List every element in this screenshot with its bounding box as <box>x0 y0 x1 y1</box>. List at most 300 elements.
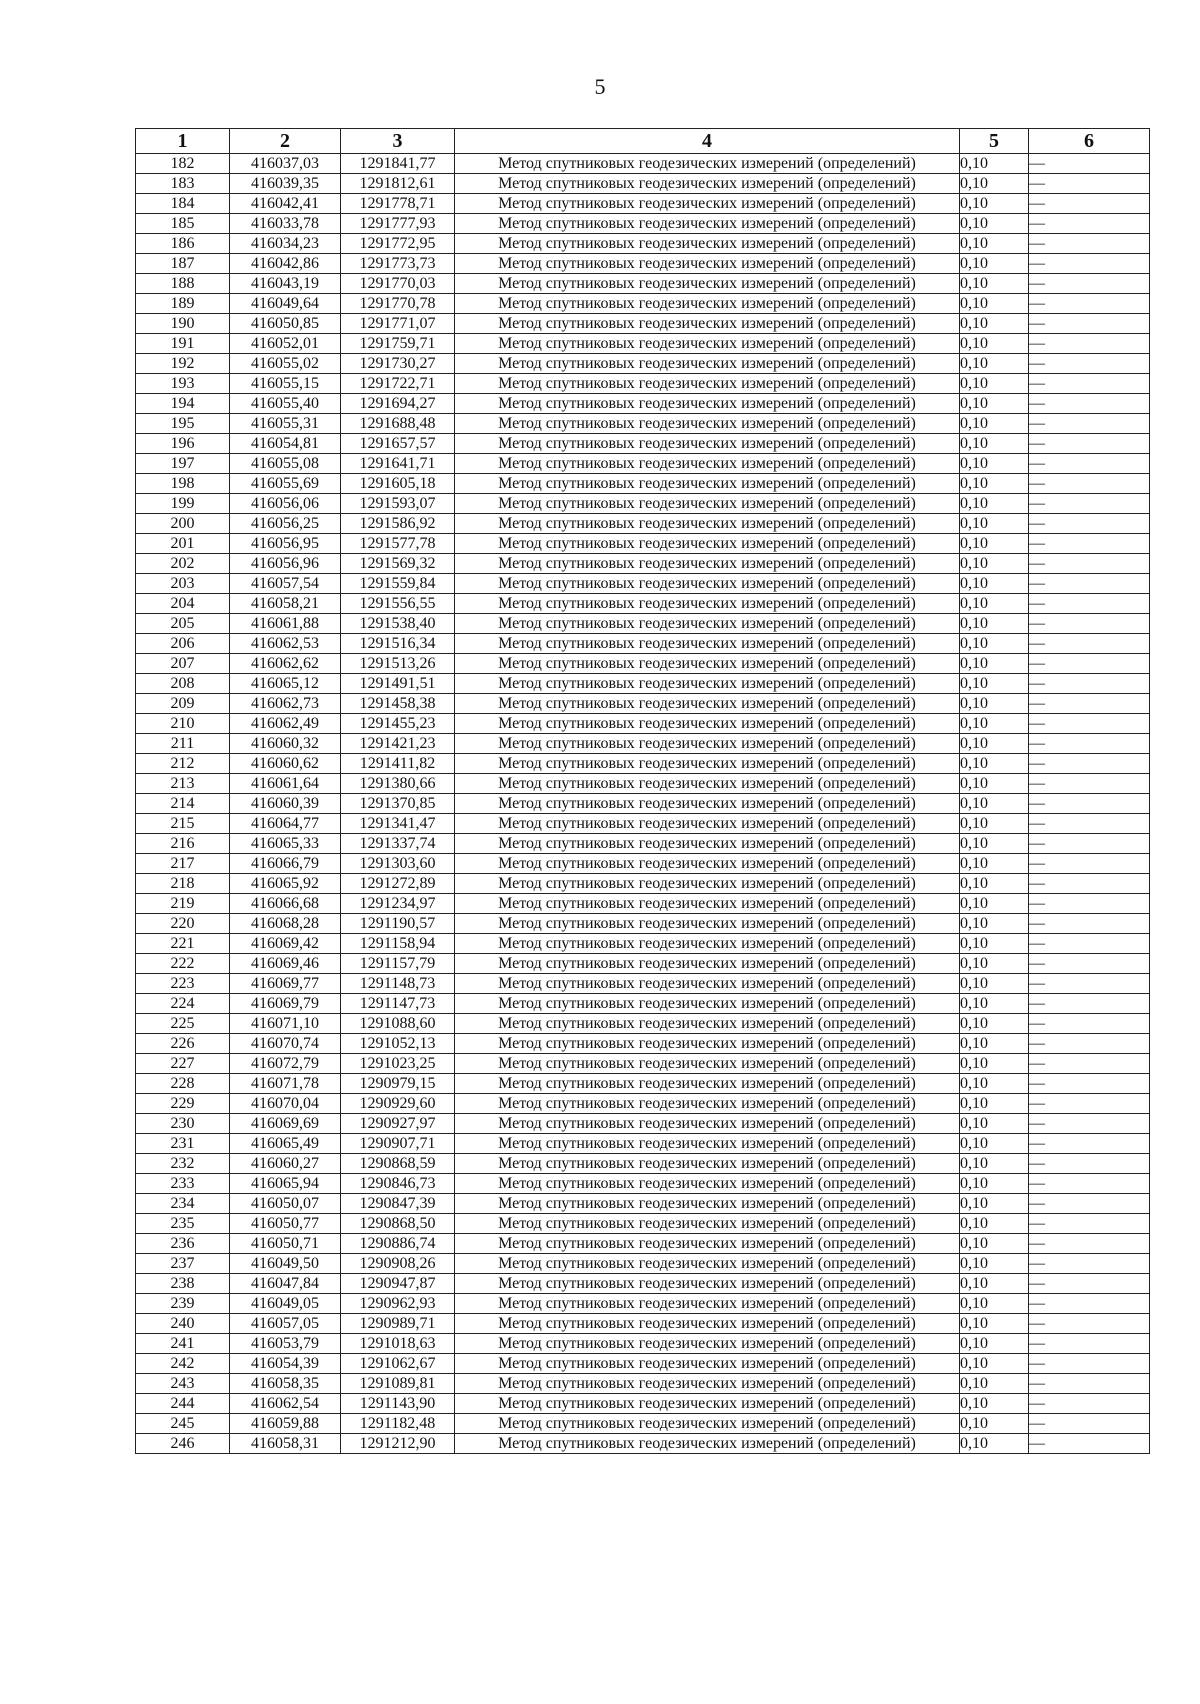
x-coordinate-cell: 416055,40 <box>230 394 341 414</box>
table-row <box>136 214 1150 234</box>
note-cell: — <box>1029 1094 1150 1114</box>
accuracy-cell: 0,10 <box>960 434 1029 454</box>
x-coordinate-cell: 416054,81 <box>230 434 341 454</box>
note-cell: — <box>1029 754 1150 774</box>
table-row <box>136 554 1150 574</box>
note-cell: — <box>1029 1194 1150 1214</box>
method-cell: Метод спутниковых геодезических измерений (определений) <box>455 1114 960 1134</box>
point-number-cell: 221 <box>136 934 230 954</box>
point-number-cell: 217 <box>136 854 230 874</box>
method-cell: Метод спутниковых геодезических измерений (определений) <box>455 234 960 254</box>
accuracy-cell: 0,10 <box>960 1154 1029 1174</box>
accuracy-cell: 0,10 <box>960 254 1029 274</box>
table-row <box>136 314 1150 334</box>
x-coordinate-cell: 416053,79 <box>230 1334 341 1354</box>
note-cell: — <box>1029 1294 1150 1314</box>
table-header-row <box>136 129 1150 154</box>
y-coordinate-cell: 1290847,39 <box>341 1194 455 1214</box>
x-coordinate-cell: 416058,35 <box>230 1374 341 1394</box>
x-coordinate-cell: 416062,62 <box>230 654 341 674</box>
table-row <box>136 1034 1150 1054</box>
note-cell: — <box>1029 394 1150 414</box>
accuracy-cell: 0,10 <box>960 1094 1029 1114</box>
method-cell: Метод спутниковых геодезических измерений (определений) <box>455 294 960 314</box>
point-number-cell: 201 <box>136 534 230 554</box>
table-row <box>136 634 1150 654</box>
method-cell: Метод спутниковых геодезических измерений (определений) <box>455 1054 960 1074</box>
table-row <box>136 274 1150 294</box>
accuracy-cell: 0,10 <box>960 1374 1029 1394</box>
note-cell: — <box>1029 934 1150 954</box>
point-number-cell: 207 <box>136 654 230 674</box>
x-coordinate-cell: 416033,78 <box>230 214 341 234</box>
method-cell: Метод спутниковых геодезических измерений (определений) <box>455 914 960 934</box>
point-number-cell: 228 <box>136 1074 230 1094</box>
point-number-cell: 214 <box>136 794 230 814</box>
table-row <box>136 234 1150 254</box>
note-cell: — <box>1029 1374 1150 1394</box>
point-number-cell: 224 <box>136 994 230 1014</box>
method-cell: Метод спутниковых геодезических измерений (определений) <box>455 774 960 794</box>
point-number-cell: 204 <box>136 594 230 614</box>
x-coordinate-cell: 416065,12 <box>230 674 341 694</box>
note-cell: — <box>1029 254 1150 274</box>
accuracy-cell: 0,10 <box>960 854 1029 874</box>
point-number-cell: 235 <box>136 1214 230 1234</box>
method-cell: Метод спутниковых геодезических измерений (определений) <box>455 1334 960 1354</box>
point-number-cell: 237 <box>136 1254 230 1274</box>
y-coordinate-cell: 1291586,92 <box>341 514 455 534</box>
accuracy-cell: 0,10 <box>960 454 1029 474</box>
method-cell: Метод спутниковых геодезических измерений (определений) <box>455 654 960 674</box>
table-row <box>136 614 1150 634</box>
point-number-cell: 205 <box>136 614 230 634</box>
point-number-cell: 212 <box>136 754 230 774</box>
accuracy-cell: 0,10 <box>960 634 1029 654</box>
table-row <box>136 174 1150 194</box>
header-col-1: 1 <box>136 129 230 154</box>
y-coordinate-cell: 1291089,81 <box>341 1374 455 1394</box>
point-number-cell: 195 <box>136 414 230 434</box>
x-coordinate-cell: 416065,49 <box>230 1134 341 1154</box>
method-cell: Метод спутниковых геодезических измерений (определений) <box>455 734 960 754</box>
accuracy-cell: 0,10 <box>960 1014 1029 1034</box>
y-coordinate-cell: 1291018,63 <box>341 1334 455 1354</box>
table-row <box>136 514 1150 534</box>
accuracy-cell: 0,10 <box>960 1314 1029 1334</box>
accuracy-cell: 0,10 <box>960 514 1029 534</box>
accuracy-cell: 0,10 <box>960 194 1029 214</box>
table-row <box>136 394 1150 414</box>
y-coordinate-cell: 1291516,34 <box>341 634 455 654</box>
x-coordinate-cell: 416057,54 <box>230 574 341 594</box>
y-coordinate-cell: 1291688,48 <box>341 414 455 434</box>
accuracy-cell: 0,10 <box>960 1034 1029 1054</box>
note-cell: — <box>1029 1134 1150 1154</box>
y-coordinate-cell: 1290929,60 <box>341 1094 455 1114</box>
accuracy-cell: 0,10 <box>960 1054 1029 1074</box>
y-coordinate-cell: 1291212,90 <box>341 1434 455 1454</box>
accuracy-cell: 0,10 <box>960 394 1029 414</box>
y-coordinate-cell: 1291556,55 <box>341 594 455 614</box>
header-col-3: 3 <box>341 129 455 154</box>
method-cell: Метод спутниковых геодезических измерений (определений) <box>455 174 960 194</box>
table-row <box>136 1414 1150 1434</box>
table-row <box>136 154 1150 174</box>
y-coordinate-cell: 1291641,71 <box>341 454 455 474</box>
y-coordinate-cell: 1290908,26 <box>341 1254 455 1274</box>
note-cell: — <box>1029 1014 1150 1034</box>
y-coordinate-cell: 1291812,61 <box>341 174 455 194</box>
x-coordinate-cell: 416066,79 <box>230 854 341 874</box>
y-coordinate-cell: 1291023,25 <box>341 1054 455 1074</box>
table-row <box>136 654 1150 674</box>
point-number-cell: 183 <box>136 174 230 194</box>
table-row <box>136 1374 1150 1394</box>
y-coordinate-cell: 1291577,78 <box>341 534 455 554</box>
table-row <box>136 1194 1150 1214</box>
x-coordinate-cell: 416069,79 <box>230 994 341 1014</box>
note-cell: — <box>1029 1254 1150 1274</box>
header-col-2: 2 <box>230 129 341 154</box>
y-coordinate-cell: 1290947,87 <box>341 1274 455 1294</box>
note-cell: — <box>1029 514 1150 534</box>
table-row <box>136 434 1150 454</box>
note-cell: — <box>1029 654 1150 674</box>
x-coordinate-cell: 416070,04 <box>230 1094 341 1114</box>
note-cell: — <box>1029 1394 1150 1414</box>
method-cell: Метод спутниковых геодезических измерений (определений) <box>455 1294 960 1314</box>
table-row <box>136 974 1150 994</box>
table-row <box>136 294 1150 314</box>
accuracy-cell: 0,10 <box>960 674 1029 694</box>
table-row <box>136 934 1150 954</box>
method-cell: Метод спутниковых геодезических измерений (определений) <box>455 394 960 414</box>
table-row <box>136 1054 1150 1074</box>
note-cell: — <box>1029 1234 1150 1254</box>
accuracy-cell: 0,10 <box>960 1214 1029 1234</box>
x-coordinate-cell: 416034,23 <box>230 234 341 254</box>
accuracy-cell: 0,10 <box>960 874 1029 894</box>
point-number-cell: 240 <box>136 1314 230 1334</box>
method-cell: Метод спутниковых геодезических измерений (определений) <box>455 494 960 514</box>
x-coordinate-cell: 416065,94 <box>230 1174 341 1194</box>
accuracy-cell: 0,10 <box>960 174 1029 194</box>
note-cell: — <box>1029 454 1150 474</box>
y-coordinate-cell: 1291559,84 <box>341 574 455 594</box>
point-number-cell: 199 <box>136 494 230 514</box>
note-cell: — <box>1029 554 1150 574</box>
coordinates-table <box>135 128 1150 1454</box>
method-cell: Метод спутниковых геодезических измерений (определений) <box>455 634 960 654</box>
y-coordinate-cell: 1291458,38 <box>341 694 455 714</box>
point-number-cell: 216 <box>136 834 230 854</box>
point-number-cell: 208 <box>136 674 230 694</box>
accuracy-cell: 0,10 <box>960 1254 1029 1274</box>
y-coordinate-cell: 1291778,71 <box>341 194 455 214</box>
table-row <box>136 674 1150 694</box>
table-row <box>136 954 1150 974</box>
y-coordinate-cell: 1291421,23 <box>341 734 455 754</box>
x-coordinate-cell: 416060,39 <box>230 794 341 814</box>
note-cell: — <box>1029 714 1150 734</box>
point-number-cell: 230 <box>136 1114 230 1134</box>
table-row <box>136 1174 1150 1194</box>
x-coordinate-cell: 416055,02 <box>230 354 341 374</box>
accuracy-cell: 0,10 <box>960 1434 1029 1454</box>
y-coordinate-cell: 1290927,97 <box>341 1114 455 1134</box>
method-cell: Метод спутниковых геодезических измерений (определений) <box>455 674 960 694</box>
accuracy-cell: 0,10 <box>960 754 1029 774</box>
x-coordinate-cell: 416058,21 <box>230 594 341 614</box>
accuracy-cell: 0,10 <box>960 774 1029 794</box>
note-cell: — <box>1029 314 1150 334</box>
accuracy-cell: 0,10 <box>960 1074 1029 1094</box>
x-coordinate-cell: 416055,08 <box>230 454 341 474</box>
table-row <box>136 1394 1150 1414</box>
header-col-4: 4 <box>455 129 960 154</box>
y-coordinate-cell: 1291158,94 <box>341 934 455 954</box>
method-cell: Метод спутниковых геодезических измерений (определений) <box>455 1434 960 1454</box>
point-number-cell: 187 <box>136 254 230 274</box>
table-row <box>136 894 1150 914</box>
point-number-cell: 182 <box>136 154 230 174</box>
accuracy-cell: 0,10 <box>960 274 1029 294</box>
point-number-cell: 203 <box>136 574 230 594</box>
accuracy-cell: 0,10 <box>960 1234 1029 1254</box>
method-cell: Метод спутниковых геодезических измерений (определений) <box>455 514 960 534</box>
method-cell: Метод спутниковых геодезических измерений (определений) <box>455 414 960 434</box>
method-cell: Метод спутниковых геодезических измерений (определений) <box>455 694 960 714</box>
table-row <box>136 374 1150 394</box>
accuracy-cell: 0,10 <box>960 694 1029 714</box>
table-row <box>136 734 1150 754</box>
x-coordinate-cell: 416050,85 <box>230 314 341 334</box>
method-cell: Метод спутниковых геодезических измерений (определений) <box>455 1014 960 1034</box>
x-coordinate-cell: 416047,84 <box>230 1274 341 1294</box>
x-coordinate-cell: 416064,77 <box>230 814 341 834</box>
table-row <box>136 1294 1150 1314</box>
note-cell: — <box>1029 1274 1150 1294</box>
method-cell: Метод спутниковых геодезических измерений (определений) <box>455 1094 960 1114</box>
point-number-cell: 185 <box>136 214 230 234</box>
y-coordinate-cell: 1291605,18 <box>341 474 455 494</box>
point-number-cell: 197 <box>136 454 230 474</box>
point-number-cell: 222 <box>136 954 230 974</box>
note-cell: — <box>1029 894 1150 914</box>
table-row <box>136 694 1150 714</box>
note-cell: — <box>1029 334 1150 354</box>
accuracy-cell: 0,10 <box>960 1174 1029 1194</box>
note-cell: — <box>1029 874 1150 894</box>
x-coordinate-cell: 416050,07 <box>230 1194 341 1214</box>
note-cell: — <box>1029 294 1150 314</box>
y-coordinate-cell: 1290907,71 <box>341 1134 455 1154</box>
y-coordinate-cell: 1291593,07 <box>341 494 455 514</box>
table-row <box>136 1014 1150 1034</box>
x-coordinate-cell: 416061,64 <box>230 774 341 794</box>
method-cell: Метод спутниковых геодезических измерений (определений) <box>455 334 960 354</box>
note-cell: — <box>1029 194 1150 214</box>
table-row <box>136 194 1150 214</box>
table-row <box>136 1274 1150 1294</box>
table-row <box>136 914 1150 934</box>
method-cell: Метод спутниковых геодезических измерений (определений) <box>455 894 960 914</box>
y-coordinate-cell: 1291052,13 <box>341 1034 455 1054</box>
table-row <box>136 494 1150 514</box>
point-number-cell: 245 <box>136 1414 230 1434</box>
point-number-cell: 200 <box>136 514 230 534</box>
note-cell: — <box>1029 1354 1150 1374</box>
table-row <box>136 594 1150 614</box>
y-coordinate-cell: 1291538,40 <box>341 614 455 634</box>
table-row <box>136 1074 1150 1094</box>
y-coordinate-cell: 1291694,27 <box>341 394 455 414</box>
x-coordinate-cell: 416070,74 <box>230 1034 341 1054</box>
x-coordinate-cell: 416039,35 <box>230 174 341 194</box>
x-coordinate-cell: 416069,42 <box>230 934 341 954</box>
x-coordinate-cell: 416066,68 <box>230 894 341 914</box>
method-cell: Метод спутниковых геодезических измерений (определений) <box>455 614 960 634</box>
y-coordinate-cell: 1290989,71 <box>341 1314 455 1334</box>
y-coordinate-cell: 1291773,73 <box>341 254 455 274</box>
note-cell: — <box>1029 434 1150 454</box>
note-cell: — <box>1029 794 1150 814</box>
point-number-cell: 194 <box>136 394 230 414</box>
page-number: 5 <box>594 74 606 99</box>
point-number-cell: 191 <box>136 334 230 354</box>
y-coordinate-cell: 1290868,59 <box>341 1154 455 1174</box>
y-coordinate-cell: 1291841,77 <box>341 154 455 174</box>
accuracy-cell: 0,10 <box>960 894 1029 914</box>
point-number-cell: 246 <box>136 1434 230 1454</box>
point-number-cell: 192 <box>136 354 230 374</box>
x-coordinate-cell: 416050,77 <box>230 1214 341 1234</box>
note-cell: — <box>1029 274 1150 294</box>
point-number-cell: 236 <box>136 1234 230 1254</box>
x-coordinate-cell: 416062,73 <box>230 694 341 714</box>
note-cell: — <box>1029 374 1150 394</box>
x-coordinate-cell: 416037,03 <box>230 154 341 174</box>
table-row <box>136 1434 1150 1454</box>
accuracy-cell: 0,10 <box>960 1354 1029 1374</box>
point-number-cell: 186 <box>136 234 230 254</box>
x-coordinate-cell: 416055,31 <box>230 414 341 434</box>
method-cell: Метод спутниковых геодезических измерений (определений) <box>455 1354 960 1374</box>
note-cell: — <box>1029 814 1150 834</box>
x-coordinate-cell: 416050,71 <box>230 1234 341 1254</box>
x-coordinate-cell: 416055,15 <box>230 374 341 394</box>
table-row <box>136 1354 1150 1374</box>
table-row <box>136 754 1150 774</box>
point-number-cell: 188 <box>136 274 230 294</box>
table-row <box>136 574 1150 594</box>
accuracy-cell: 0,10 <box>960 1134 1029 1154</box>
x-coordinate-cell: 416062,49 <box>230 714 341 734</box>
x-coordinate-cell: 416057,05 <box>230 1314 341 1334</box>
y-coordinate-cell: 1291147,73 <box>341 994 455 1014</box>
x-coordinate-cell: 416062,53 <box>230 634 341 654</box>
table-row <box>136 814 1150 834</box>
y-coordinate-cell: 1291380,66 <box>341 774 455 794</box>
accuracy-cell: 0,10 <box>960 954 1029 974</box>
method-cell: Метод спутниковых геодезических измерений (определений) <box>455 254 960 274</box>
x-coordinate-cell: 416065,33 <box>230 834 341 854</box>
point-number-cell: 238 <box>136 1274 230 1294</box>
note-cell: — <box>1029 1054 1150 1074</box>
point-number-cell: 202 <box>136 554 230 574</box>
point-number-cell: 223 <box>136 974 230 994</box>
point-number-cell: 213 <box>136 774 230 794</box>
point-number-cell: 196 <box>136 434 230 454</box>
x-coordinate-cell: 416060,62 <box>230 754 341 774</box>
accuracy-cell: 0,10 <box>960 1274 1029 1294</box>
method-cell: Метод спутниковых геодезических измерений (определений) <box>455 454 960 474</box>
method-cell: Метод спутниковых геодезических измерений (определений) <box>455 214 960 234</box>
x-coordinate-cell: 416049,05 <box>230 1294 341 1314</box>
accuracy-cell: 0,10 <box>960 214 1029 234</box>
method-cell: Метод спутниковых геодезических измерений (определений) <box>455 754 960 774</box>
table-row <box>136 794 1150 814</box>
y-coordinate-cell: 1291722,71 <box>341 374 455 394</box>
x-coordinate-cell: 416042,86 <box>230 254 341 274</box>
accuracy-cell: 0,10 <box>960 1334 1029 1354</box>
point-number-cell: 193 <box>136 374 230 394</box>
y-coordinate-cell: 1291337,74 <box>341 834 455 854</box>
note-cell: — <box>1029 1214 1150 1234</box>
y-coordinate-cell: 1291062,67 <box>341 1354 455 1374</box>
note-cell: — <box>1029 234 1150 254</box>
y-coordinate-cell: 1291569,32 <box>341 554 455 574</box>
note-cell: — <box>1029 1434 1150 1454</box>
note-cell: — <box>1029 734 1150 754</box>
point-number-cell: 226 <box>136 1034 230 1054</box>
method-cell: Метод спутниковых геодезических измерений (определений) <box>455 854 960 874</box>
accuracy-cell: 0,10 <box>960 154 1029 174</box>
table-row <box>136 1114 1150 1134</box>
table-row <box>136 254 1150 274</box>
table-body <box>136 154 1150 1454</box>
x-coordinate-cell: 416049,50 <box>230 1254 341 1274</box>
method-cell: Метод спутниковых геодезических измерений (определений) <box>455 834 960 854</box>
method-cell: Метод спутниковых геодезических измерений (определений) <box>455 434 960 454</box>
point-number-cell: 242 <box>136 1354 230 1374</box>
point-number-cell: 190 <box>136 314 230 334</box>
method-cell: Метод спутниковых геодезических измерений (определений) <box>455 954 960 974</box>
accuracy-cell: 0,10 <box>960 814 1029 834</box>
note-cell: — <box>1029 594 1150 614</box>
point-number-cell: 229 <box>136 1094 230 1114</box>
point-number-cell: 244 <box>136 1394 230 1414</box>
accuracy-cell: 0,10 <box>960 354 1029 374</box>
method-cell: Метод спутниковых геодезических измерений (определений) <box>455 934 960 954</box>
table-row <box>136 474 1150 494</box>
method-cell: Метод спутниковых геодезических измерений (определений) <box>455 874 960 894</box>
note-cell: — <box>1029 914 1150 934</box>
method-cell: Метод спутниковых геодезических измерений (определений) <box>455 1374 960 1394</box>
method-cell: Метод спутниковых геодезических измерений (определений) <box>455 1414 960 1434</box>
x-coordinate-cell: 416056,06 <box>230 494 341 514</box>
method-cell: Метод спутниковых геодезических измерений (определений) <box>455 814 960 834</box>
x-coordinate-cell: 416069,69 <box>230 1114 341 1134</box>
method-cell: Метод спутниковых геодезических измерений (определений) <box>455 1174 960 1194</box>
note-cell: — <box>1029 834 1150 854</box>
note-cell: — <box>1029 214 1150 234</box>
method-cell: Метод спутниковых геодезических измерений (определений) <box>455 194 960 214</box>
accuracy-cell: 0,10 <box>960 474 1029 494</box>
header-col-5: 5 <box>960 129 1029 154</box>
table-row <box>136 1234 1150 1254</box>
